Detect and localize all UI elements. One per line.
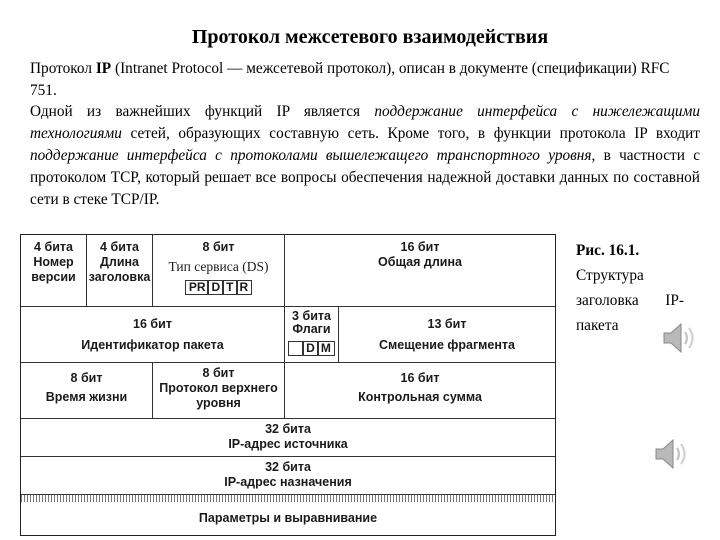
field-label: IP-адрес назначения bbox=[224, 475, 352, 489]
field-size: 16 бит bbox=[133, 317, 172, 331]
field-size: 8 бит bbox=[202, 240, 235, 254]
text: Протокол bbox=[30, 60, 96, 77]
field-flags bbox=[285, 307, 339, 363]
slide-title: Протокол межсетевого взаимодействия bbox=[191, 26, 549, 48]
field-size: 3 бита bbox=[292, 309, 331, 323]
emphasis-text: поддержание интерфейса с протоколами вышележащего транспортного уровня bbox=[30, 147, 592, 164]
field-checksum bbox=[285, 363, 555, 419]
field-fragment-offset bbox=[339, 307, 555, 363]
flag-bit: PR bbox=[185, 280, 210, 295]
field-size: 4 бита bbox=[100, 240, 139, 254]
field-label: Длина bbox=[99, 255, 140, 269]
field-label: Протокол верхнего bbox=[159, 381, 278, 395]
field-protocol bbox=[153, 363, 285, 419]
field-source-address bbox=[21, 419, 555, 457]
figure-number: Рис. 16.1. bbox=[576, 242, 640, 259]
field-destination-address bbox=[21, 457, 555, 495]
field-label: уровня bbox=[196, 396, 241, 410]
field-label: Параметры и выравнивание bbox=[198, 511, 378, 525]
text: (Intranet Protocol — межсетевой протокол), описан в документе (спецификации) RFC 751. bbox=[30, 60, 670, 99]
flag-bit: D bbox=[207, 280, 224, 295]
field-size: 16 бит bbox=[400, 371, 440, 385]
field-size: 8 бит bbox=[202, 366, 235, 380]
field-caption: Тип сервиса (DS) bbox=[168, 259, 269, 274]
field-size: 16 бит bbox=[400, 240, 440, 254]
field-header-length bbox=[87, 235, 153, 307]
field-label: Идентификатор пакета bbox=[81, 338, 224, 352]
field-size: 8 бит bbox=[70, 371, 103, 385]
field-label: Общая длина bbox=[378, 255, 462, 269]
field-size: 32 бита bbox=[265, 460, 311, 474]
field-label: версии bbox=[31, 270, 76, 284]
field-total-length bbox=[285, 235, 555, 307]
field-size: 32 бита bbox=[265, 422, 311, 436]
ip-header-diagram bbox=[20, 234, 556, 536]
field-label: Контрольная сумма bbox=[358, 390, 482, 404]
paragraph-intro bbox=[30, 58, 700, 102]
text: сетей, образующих составную сеть. Кроме того, в функции протокола IP входит bbox=[121, 125, 700, 142]
field-label: IP-адрес источника bbox=[228, 437, 348, 451]
flag-bits bbox=[285, 341, 338, 356]
field-label: Время жизни bbox=[45, 390, 128, 404]
text: , в частности с протоколом TCP, который решает все вопросы обеспечения надежной доставки данных по составной сети в стеке TCP/IP. bbox=[30, 147, 700, 208]
continuation-band bbox=[21, 495, 555, 502]
field-label: заголовка bbox=[88, 270, 151, 284]
tos-flag-bits bbox=[153, 280, 284, 295]
field-type-of-service bbox=[153, 235, 285, 307]
ip-term: IP bbox=[95, 60, 112, 77]
text: Одной из важнейших функций IP является bbox=[30, 103, 375, 120]
field-label: Смещение фрагмента bbox=[379, 338, 515, 352]
field-time-to-live bbox=[21, 363, 153, 419]
field-options-padding bbox=[21, 502, 555, 535]
figure-caption-text: Структура заголовка IP-пакета bbox=[576, 267, 684, 334]
flag-bit: M bbox=[317, 341, 335, 356]
field-label: Флаги bbox=[292, 322, 331, 336]
speaker-icon[interactable] bbox=[650, 434, 690, 474]
field-size: 13 бит bbox=[427, 317, 467, 331]
emphasis-text: поддержание интерфейса с нижележащими технологиями bbox=[30, 103, 700, 142]
flag-bit: D bbox=[302, 341, 319, 356]
flag-bit: T bbox=[222, 280, 237, 295]
field-label: Номер bbox=[33, 255, 74, 269]
field-identification bbox=[21, 307, 285, 363]
paragraph-functions bbox=[30, 101, 700, 211]
flag-bit: R bbox=[236, 280, 253, 295]
field-size: 4 бита bbox=[34, 240, 73, 254]
speaker-icon[interactable] bbox=[658, 318, 698, 358]
field-version bbox=[21, 235, 87, 307]
